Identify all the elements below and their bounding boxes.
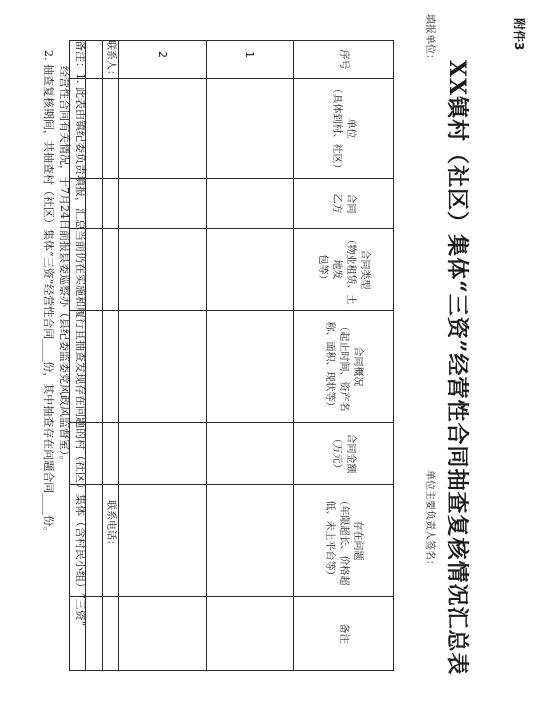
summary-table-wrapper [69, 40, 394, 670]
fill-unit-label: 填报单位： [424, 14, 435, 64]
table-row [102, 41, 118, 671]
table-header-cell: 存在问题 （年限超长、价格超 低、未上平台等） [294, 485, 394, 597]
table-header-cell: 合同类型 （物业租赁、土地发 包等） [294, 229, 394, 311]
table-cell[interactable] [119, 79, 206, 179]
table-cell[interactable] [206, 485, 293, 597]
table-row [206, 41, 293, 671]
row-number-cell[interactable]: 2 [119, 41, 206, 79]
table-cell[interactable] [206, 311, 293, 423]
table-cell[interactable] [206, 229, 293, 311]
attachment-label: 附件3 [512, 18, 526, 51]
table-header-cell: 合同概况 （起止时间、资产名 称、面积、现状等） [294, 311, 394, 423]
table-cell[interactable] [102, 229, 118, 311]
table-cell[interactable] [102, 597, 118, 671]
table-cell[interactable] [119, 311, 206, 423]
table-cell[interactable] [206, 597, 293, 671]
table-header-cell: 备注 [294, 597, 394, 671]
table-header-cell: 合同 乙方 [294, 179, 394, 229]
table-cell[interactable] [206, 423, 293, 485]
note-line-1: 备注：1. 此表由镇纪委负责填报，汇总当前仍在实施和履行且抽查发现存在问题的村（社区）集体（含村民小组）“三资” [74, 40, 87, 627]
table-cell[interactable] [102, 179, 118, 229]
table-cell[interactable] [102, 79, 118, 179]
table-header-cell: 单位 （具体到村、社区） [294, 79, 394, 179]
table-cell[interactable] [102, 311, 118, 423]
note-line-3: 2. 抽查复核期间，共抽查村（社区）集体“三资”经营性合同____份，其中抽查存在问题合同____份。 [42, 50, 55, 538]
table-header-cell: 序号 [294, 41, 394, 79]
table-cell[interactable] [206, 79, 293, 179]
contact-person-label: 联系人： [105, 40, 116, 80]
note-line-2: 经营性合同有关情况，于7月24日前报县委巡察办（县纪委监委党风政风监督室）。 [58, 66, 71, 467]
contact-phone-label: 联系电话： [105, 500, 116, 550]
row-number-cell[interactable]: 1 [206, 41, 293, 79]
table-cell[interactable] [119, 179, 206, 229]
table-cell[interactable] [119, 229, 206, 311]
table-cell[interactable] [119, 423, 206, 485]
table-row [119, 41, 206, 671]
table-body [70, 41, 294, 671]
summary-table [69, 40, 394, 671]
table-header-row [294, 41, 394, 671]
table-header-cell: 合同金额 （万元） [294, 423, 394, 485]
responsible-signature-label: 单位主要负责人签名： [424, 470, 435, 570]
document-title: XX镇村（社区）集体“三资”经营性合同抽查复核情况汇总表 [444, 60, 470, 676]
table-cell[interactable] [119, 597, 206, 671]
table-cell[interactable] [206, 179, 293, 229]
table-cell[interactable] [102, 423, 118, 485]
table-cell[interactable] [119, 485, 206, 597]
